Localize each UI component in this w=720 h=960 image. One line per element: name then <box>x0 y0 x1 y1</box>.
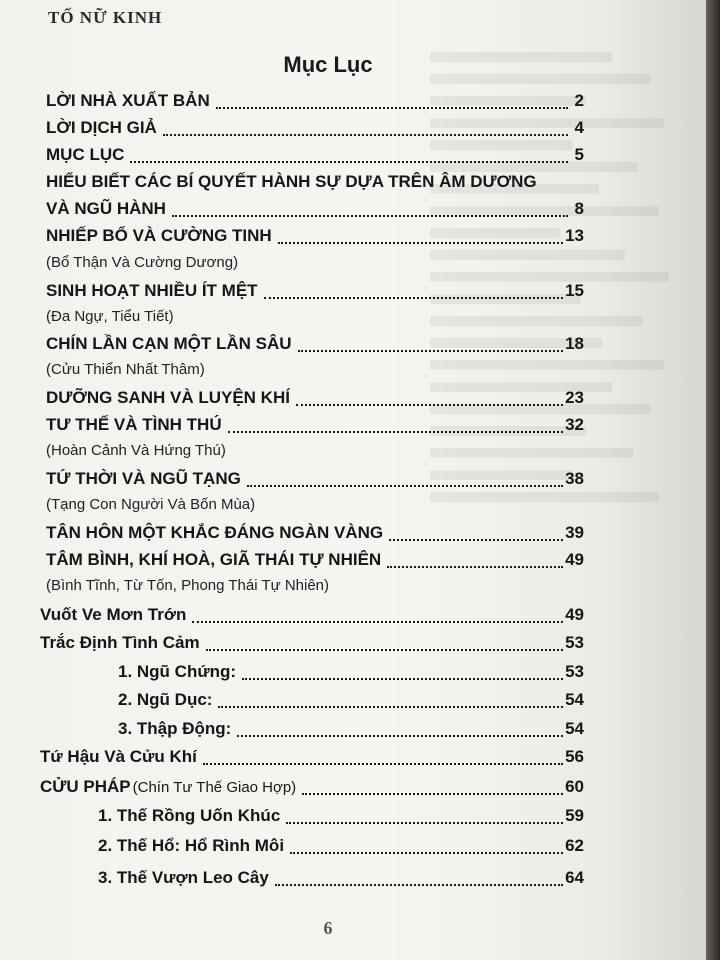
toc-entry-title: VÀ NGŨ HÀNH <box>46 199 166 218</box>
toc-entry-page: 5 <box>574 145 584 164</box>
toc-entry <box>46 415 584 439</box>
dot-leader <box>278 238 563 244</box>
dot-leader <box>192 617 563 623</box>
toc-entry-page: 56 <box>565 747 584 766</box>
toc-entry-title: CHÍN LẦN CẠN MỘT LẦN SÂU <box>46 334 292 353</box>
dot-leader <box>163 130 568 136</box>
toc-subtitle-text: (Tạng Con Người Và Bốn Mùa) <box>46 496 256 513</box>
dot-leader <box>172 211 568 217</box>
dot-leader <box>203 759 563 765</box>
toc-subtitle <box>46 361 584 385</box>
toc-entry-title: 2. Thế Hổ: Hổ Rình Môi <box>98 836 285 855</box>
toc-subtitle <box>46 442 584 466</box>
toc-entry-title: TƯ THẾ VÀ TÌNH THÚ <box>46 415 222 434</box>
toc-entry <box>46 145 584 169</box>
toc-entry-page: 54 <box>565 719 584 738</box>
toc-entry <box>118 690 584 714</box>
toc-subtitle <box>46 254 584 278</box>
toc-entry <box>118 662 584 686</box>
toc-entry <box>40 747 584 771</box>
toc-entry-title: 1. Ngũ Chứng: <box>118 662 237 681</box>
toc-entry <box>46 91 584 115</box>
toc-subtitle <box>46 577 584 601</box>
toc-entry-title: NHIẾP BỔ VÀ CƯỜNG TINH <box>46 226 272 245</box>
toc-entry-page: 62 <box>565 836 584 855</box>
page-title: Mục Lục <box>283 52 373 77</box>
toc-entry-page: 53 <box>565 633 584 652</box>
toc-entry-page: 13 <box>565 226 584 245</box>
toc-entry-page: 39 <box>565 523 584 542</box>
toc-entry-page: 23 <box>565 388 584 407</box>
toc-entry-title: Trắc Định Tình Cảm <box>40 633 200 652</box>
toc-entry-page: 64 <box>565 868 584 887</box>
toc-entry-title: LỜI DỊCH GIẢ <box>46 118 157 137</box>
dot-leader <box>228 427 563 433</box>
toc-entry-title: TÂM BÌNH, KHÍ HOÀ, GIÃ THÁI TỰ NHIÊN <box>46 550 382 569</box>
toc-subtitle-text: (Cửu Thiển Nhất Thâm) <box>46 361 205 378</box>
toc-entry-page: 4 <box>574 118 584 137</box>
toc-entry <box>46 118 584 142</box>
toc-entry-page: 49 <box>565 605 584 624</box>
toc-entry-page: 2 <box>574 91 584 110</box>
toc-entry <box>46 469 584 493</box>
toc-entry-title: CỬU PHÁP <box>40 777 131 796</box>
toc-entry <box>46 334 584 358</box>
toc-entry-title: 3. Thập Động: <box>118 719 232 738</box>
dot-leader <box>206 645 563 651</box>
dot-leader <box>389 535 563 541</box>
dot-leader <box>247 481 563 487</box>
toc-entry-title: Tứ Hậu Và Cửu Khí <box>40 747 197 766</box>
toc-entry <box>98 868 584 892</box>
dot-leader <box>387 562 563 568</box>
dot-leader <box>290 848 563 854</box>
toc-entry-page: 32 <box>565 415 584 434</box>
toc-entry <box>46 226 584 250</box>
toc-entry-page: 49 <box>565 550 584 569</box>
toc-entry <box>46 172 584 196</box>
toc-subtitle-text: (Bình Tĩnh, Từ Tốn, Phong Thái Tự Nhiên) <box>46 577 330 594</box>
toc-entry-page: 59 <box>565 806 584 825</box>
toc-entry <box>46 550 584 574</box>
toc-entry <box>40 633 584 657</box>
toc-entry <box>98 806 584 830</box>
toc-entry-title: SINH HOẠT NHIỀU ÍT MỆT <box>46 281 258 300</box>
toc-entry <box>46 523 584 547</box>
toc-entry-title: HIỂU BIẾT CÁC BÍ QUYẾT HÀNH SỰ DỰA TRÊN ÂM DƯƠNG <box>46 172 537 191</box>
dot-leader <box>242 674 563 680</box>
page-number: 6 <box>323 918 333 938</box>
book-edge <box>706 0 720 960</box>
toc-entry <box>46 199 584 223</box>
toc-entry-page: 53 <box>565 662 584 681</box>
dot-leader <box>237 731 563 737</box>
dot-leader <box>275 880 563 886</box>
dot-leader <box>218 702 563 708</box>
toc-entry <box>46 388 584 412</box>
toc-entry-title: TỨ THỜI VÀ NGŨ TẠNG <box>46 469 241 488</box>
dot-leader <box>298 346 564 352</box>
toc-entry-page: 18 <box>565 334 584 353</box>
dot-leader <box>286 818 563 824</box>
toc-subtitle <box>46 496 584 520</box>
toc-entry-page: 38 <box>565 469 584 488</box>
toc-entry-title: Vuốt Ve Mơn Trớn <box>40 605 187 624</box>
dot-leader <box>216 103 568 109</box>
toc-entry-title: TÂN HÔN MỘT KHẮC ĐÁNG NGÀN VÀNG <box>46 523 384 542</box>
toc-entry-title: MỤC LỤC <box>46 145 125 164</box>
dot-leader <box>264 293 564 299</box>
toc-entry <box>118 719 584 743</box>
toc-entry-title: 3. Thế Vượn Leo Cây <box>98 868 269 887</box>
toc-entry-page: 60 <box>565 777 584 796</box>
toc-entry-page: 15 <box>565 281 584 300</box>
toc-entry-page: 8 <box>574 199 584 218</box>
toc-subtitle <box>46 308 584 332</box>
dot-leader <box>296 400 563 406</box>
dot-leader <box>302 789 563 795</box>
toc-subtitle-text: (Bổ Thận Và Cường Dương) <box>46 254 239 271</box>
dot-leader <box>130 157 568 163</box>
toc-entry-title: DƯỠNG SANH VÀ LUYỆN KHÍ <box>46 388 290 407</box>
toc-entry-title: 1. Thế Rồng Uốn Khúc <box>98 806 281 825</box>
toc-entry <box>46 281 584 305</box>
toc-entry <box>98 836 584 860</box>
toc-entry <box>40 777 584 801</box>
toc-entry-page: 54 <box>565 690 584 709</box>
toc-entry <box>40 605 584 629</box>
toc-entry-title: 2. Ngũ Dục: <box>118 690 213 709</box>
toc-subtitle-text: (Đa Ngự, Tiểu Tiết) <box>46 308 174 325</box>
running-head: TỐ NỮ KINH <box>48 8 163 27</box>
toc-subtitle-text: (Hoàn Cảnh Và Hứng Thú) <box>46 442 226 459</box>
toc-entry-note: (Chín Tư Thế Giao Hợp) <box>132 779 297 796</box>
toc-entry-title: LỜI NHÀ XUẤT BẢN <box>46 91 210 110</box>
